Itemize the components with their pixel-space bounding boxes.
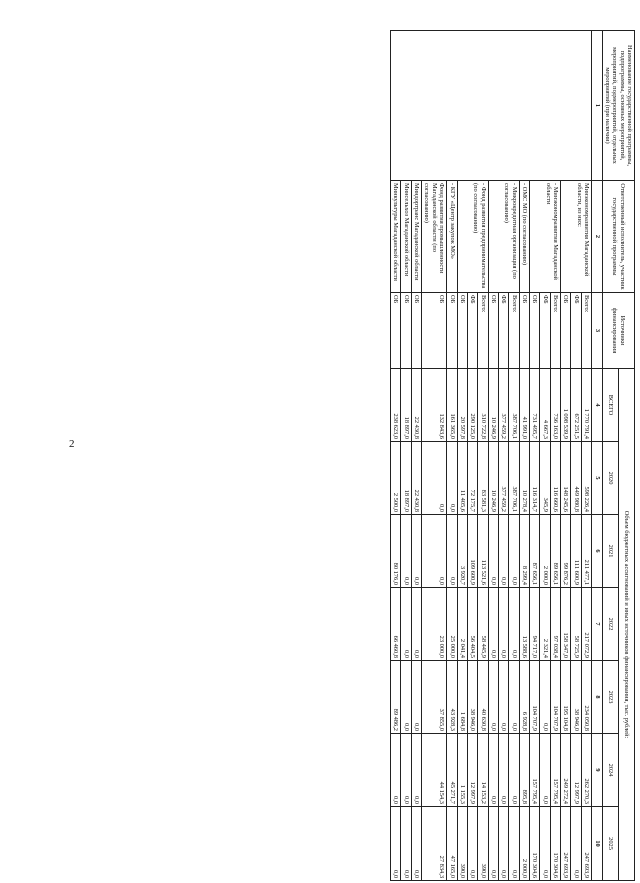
year-value-cell: 0,0 bbox=[447, 442, 457, 515]
year-value-cell: 99 876,2 bbox=[561, 515, 571, 588]
year-value-cell: 247 693,9 bbox=[581, 807, 591, 881]
header-year: 2020 bbox=[602, 442, 618, 515]
page-number: 2 bbox=[69, 438, 75, 450]
total-value-cell: 387 706,1 bbox=[509, 369, 519, 442]
header-funding-source: Источники финансирования bbox=[602, 293, 634, 369]
year-value-cell: 66 460,8 bbox=[391, 588, 401, 661]
year-value-cell: 80 176,0 bbox=[391, 515, 401, 588]
year-value-cell: 58 725,9 bbox=[571, 588, 581, 661]
year-value-cell: 45 271,7 bbox=[447, 734, 457, 807]
year-value-cell: 377 459,2 bbox=[498, 442, 508, 515]
year-value-cell: 58 445,9 bbox=[478, 588, 488, 661]
year-value-cell: 0,0 bbox=[498, 734, 508, 807]
table-body bbox=[391, 31, 592, 881]
year-value-cell: 104 707,9 bbox=[530, 661, 540, 734]
year-value-cell: 1 155,3 bbox=[457, 734, 467, 807]
year-value-cell: 157 795,4 bbox=[550, 734, 560, 807]
year-value-cell: 157 795,4 bbox=[530, 734, 540, 807]
funding-source-cell: Всего: bbox=[509, 293, 519, 369]
executor-cell: - Микрокредитная организация (по согласованию) bbox=[488, 181, 519, 293]
executor-cell: - Фонд развития предпринимательства (по согласованию) bbox=[457, 181, 488, 293]
executor-cell: Фонд развития промышленности Магаданской области (по согласованию) bbox=[422, 181, 447, 293]
year-value-cell: 12 997,9 bbox=[467, 734, 477, 807]
year-value-cell: 217 072,9 bbox=[581, 588, 591, 661]
total-value-cell: 18 897,0 bbox=[401, 369, 411, 442]
column-index: 8 bbox=[592, 661, 602, 734]
year-value-cell: 0,0 bbox=[488, 734, 498, 807]
year-value-cell: 116 314,7 bbox=[530, 442, 540, 515]
column-index: 4 bbox=[592, 369, 602, 442]
year-value-cell: 2 321,4 bbox=[540, 588, 550, 661]
total-value-cell: 10 246,9 bbox=[488, 369, 498, 442]
year-value-cell: 0,0 bbox=[488, 588, 498, 661]
year-value-cell: 0,0 bbox=[422, 515, 447, 588]
header-year: 2022 bbox=[602, 588, 618, 661]
header-total: ВСЕГО bbox=[602, 369, 618, 442]
year-value-cell: 113 521,6 bbox=[478, 515, 488, 588]
year-value-cell: 14 153,2 bbox=[478, 734, 488, 807]
year-value-cell: 10 246,9 bbox=[488, 442, 498, 515]
total-value-cell: 736 163,0 bbox=[550, 369, 560, 442]
year-value-cell: 262 270,3 bbox=[581, 734, 591, 807]
funding-source-cell: ФБ bbox=[467, 293, 477, 369]
year-value-cell: 0,0 bbox=[411, 807, 421, 881]
year-value-cell: 170 304,6 bbox=[550, 807, 560, 881]
year-value-cell: 0,0 bbox=[498, 515, 508, 588]
year-value-cell: 0,0 bbox=[401, 807, 411, 881]
year-value-cell: 0,0 bbox=[509, 661, 519, 734]
year-value-cell: 40 630,8 bbox=[478, 661, 488, 734]
year-value-cell: 0,0 bbox=[540, 734, 550, 807]
year-value-cell: 6 928,8 bbox=[519, 661, 529, 734]
total-value-cell: 238 623,0 bbox=[391, 369, 401, 442]
year-value-cell: 37 855,0 bbox=[422, 661, 447, 734]
header-program-name: Наименование государственной программы, подпрограммы, основных мероприятий, мероприятий, подмероприятий, отдельных мероприятий (при наличии) bbox=[602, 31, 634, 181]
year-value-cell: 83 581,3 bbox=[478, 442, 488, 515]
funding-source-cell: ОБ bbox=[447, 293, 457, 369]
column-index: 5 bbox=[592, 442, 602, 515]
year-value-cell: 3 920,7 bbox=[457, 515, 467, 588]
total-value-cell: 4 667,3 bbox=[540, 369, 550, 442]
funding-source-cell: ФБ bbox=[498, 293, 508, 369]
year-value-cell: 13 588,6 bbox=[519, 588, 529, 661]
year-value-cell: 0,0 bbox=[509, 588, 519, 661]
year-value-cell: 234 050,8 bbox=[581, 661, 591, 734]
funding-source-cell: ОБ bbox=[561, 293, 571, 369]
year-value-cell: 390,0 bbox=[457, 807, 467, 881]
funding-source-cell: ОБ bbox=[422, 293, 447, 369]
year-value-cell: 0,0 bbox=[488, 807, 498, 881]
year-value-cell: 0,0 bbox=[509, 515, 519, 588]
year-value-cell: 116 660,6 bbox=[550, 442, 560, 515]
funding-source-cell: Всего: bbox=[478, 293, 488, 369]
year-value-cell: 2 500,0 bbox=[391, 442, 401, 515]
funding-source-cell: ОБ bbox=[519, 293, 529, 369]
year-value-cell: 11 405,6 bbox=[457, 442, 467, 515]
year-value-cell: 0,0 bbox=[540, 661, 550, 734]
header-year: 2024 bbox=[602, 734, 618, 807]
column-index-row bbox=[592, 31, 602, 881]
total-value-cell: 310 722,8 bbox=[478, 369, 488, 442]
year-value-cell: 598 226,4 bbox=[581, 442, 591, 515]
year-value-cell: 22 430,8 bbox=[411, 442, 421, 515]
funding-source-cell: ОБ bbox=[411, 293, 421, 369]
year-value-cell: 0,0 bbox=[411, 515, 421, 588]
year-value-cell: 1 684,8 bbox=[457, 661, 467, 734]
year-value-cell: 387 706,1 bbox=[509, 442, 519, 515]
year-value-cell: 94 717,0 bbox=[530, 588, 540, 661]
executor-cell: Минэкономразвития Магаданской области, из них: bbox=[561, 181, 592, 293]
year-value-cell: 0,0 bbox=[401, 734, 411, 807]
year-value-cell: 0,0 bbox=[447, 515, 457, 588]
column-index: 3 bbox=[592, 293, 602, 369]
funding-source-cell: Всего: bbox=[550, 293, 560, 369]
year-value-cell: 0,0 bbox=[401, 588, 411, 661]
column-index: 9 bbox=[592, 734, 602, 807]
funding-source-cell: Всего: bbox=[581, 293, 591, 369]
year-value-cell: 0,0 bbox=[391, 734, 401, 807]
funding-source-cell: ОБ bbox=[457, 293, 467, 369]
year-value-cell: 0,0 bbox=[509, 807, 519, 881]
column-index: 6 bbox=[592, 515, 602, 588]
funding-source-cell: ОБ bbox=[530, 293, 540, 369]
year-value-cell: 97 038,4 bbox=[550, 588, 560, 661]
year-value-cell: 10 278,4 bbox=[519, 442, 529, 515]
year-value-cell: 23 000,0 bbox=[422, 588, 447, 661]
year-value-cell: 44 154,3 bbox=[422, 734, 447, 807]
year-value-cell: 158 347,0 bbox=[561, 588, 571, 661]
year-value-cell: 0,0 bbox=[509, 734, 519, 807]
year-value-cell: 0,0 bbox=[467, 807, 477, 881]
total-value-cell: 1 098 539,9 bbox=[561, 369, 571, 442]
year-value-cell: 0,0 bbox=[498, 807, 508, 881]
year-value-cell: 0,0 bbox=[411, 588, 421, 661]
year-value-cell: 195 104,8 bbox=[561, 661, 571, 734]
total-value-cell: 20 597,8 bbox=[457, 369, 467, 442]
year-value-cell: 0,0 bbox=[422, 442, 447, 515]
year-value-cell: 18 897,0 bbox=[401, 442, 411, 515]
funding-source-cell: ФБ bbox=[571, 293, 581, 369]
year-value-cell: 43 928,3 bbox=[447, 661, 457, 734]
year-value-cell: 109 600,9 bbox=[467, 515, 477, 588]
executor-cell: Миндортранс Магаданской области bbox=[411, 181, 421, 293]
header-funding-volume: Объем бюджетных ассигнований и иных источников финансирования, тыс. рублей: bbox=[618, 369, 634, 881]
year-value-cell: 0,0 bbox=[498, 588, 508, 661]
table-header bbox=[592, 31, 635, 881]
year-value-cell: 0,0 bbox=[540, 807, 550, 881]
year-value-cell: 25 000,0 bbox=[447, 588, 457, 661]
year-value-cell: 27 834,3 bbox=[422, 807, 447, 881]
column-index: 7 bbox=[592, 588, 602, 661]
year-value-cell: 0,0 bbox=[488, 661, 498, 734]
year-value-cell: 38 946,0 bbox=[571, 661, 581, 734]
year-value-cell: 345,9 bbox=[540, 442, 550, 515]
year-value-cell: 249 272,4 bbox=[561, 734, 571, 807]
total-value-cell: 22 430,8 bbox=[411, 369, 421, 442]
year-value-cell: 211 477,1 bbox=[581, 515, 591, 588]
total-value-cell: 731 495,7 bbox=[530, 369, 540, 442]
year-value-cell: 104 707,9 bbox=[550, 661, 560, 734]
year-value-cell: 895,8 bbox=[519, 734, 529, 807]
year-value-cell: 12 997,9 bbox=[571, 734, 581, 807]
executor-cell: - Минэкономразвития Магаданской области bbox=[530, 181, 561, 293]
header-executor: Ответственный исполнитель, участник государственной программы bbox=[602, 181, 634, 293]
header-year: 2023 bbox=[602, 661, 618, 734]
total-value-cell: 377 459,2 bbox=[498, 369, 508, 442]
table-row bbox=[581, 31, 591, 881]
column-index: 10 bbox=[592, 807, 602, 881]
year-value-cell: 47 165,0 bbox=[447, 807, 457, 881]
total-value-cell: 1 770 791,4 bbox=[581, 369, 591, 442]
year-value-cell: 38 946,0 bbox=[467, 661, 477, 734]
year-value-cell: 0,0 bbox=[411, 734, 421, 807]
year-value-cell: 89 656,1 bbox=[550, 515, 560, 588]
executor-cell: Минкультуры Магаданской области bbox=[391, 181, 401, 293]
executor-cell: - КГУ «Центр закупок МО» bbox=[447, 181, 457, 293]
funding-source-cell: ОБ bbox=[401, 293, 411, 369]
total-value-cell: 290 125,0 bbox=[467, 369, 477, 442]
year-value-cell: 170 304,6 bbox=[530, 807, 540, 881]
year-value-cell: 72 175,7 bbox=[467, 442, 477, 515]
executor-cell: - ОМС МО (по согласованию) bbox=[519, 181, 529, 293]
year-value-cell: 0,0 bbox=[498, 661, 508, 734]
year-value-cell: 449 980,8 bbox=[571, 442, 581, 515]
funding-source-cell: ОБ bbox=[391, 293, 401, 369]
executor-cell: Минсельхоз Магаданской области bbox=[401, 181, 411, 293]
year-value-cell: 56 404,5 bbox=[467, 588, 477, 661]
year-value-cell: 0,0 bbox=[411, 661, 421, 734]
total-value-cell: 132 843,6 bbox=[422, 369, 447, 442]
total-value-cell: 672 251,5 bbox=[571, 369, 581, 442]
funding-source-cell: ОБ bbox=[488, 293, 498, 369]
column-index: 2 bbox=[592, 181, 602, 293]
rotated-page-content bbox=[390, 30, 635, 880]
year-value-cell: 0,0 bbox=[571, 807, 581, 881]
year-value-cell: 89 486,2 bbox=[391, 661, 401, 734]
year-value-cell: 247 693,9 bbox=[561, 807, 571, 881]
total-value-cell: 161 365,0 bbox=[447, 369, 457, 442]
year-value-cell: 148 245,6 bbox=[561, 442, 571, 515]
year-value-cell: 2 041,4 bbox=[457, 588, 467, 661]
year-value-cell: 390,0 bbox=[478, 807, 488, 881]
year-value-cell: 0,0 bbox=[391, 807, 401, 881]
header-year: 2025 bbox=[602, 807, 618, 881]
year-value-cell: 2 000,0 bbox=[540, 515, 550, 588]
header-year: 2021 bbox=[602, 515, 618, 588]
year-value-cell: 8 299,4 bbox=[519, 515, 529, 588]
funding-table bbox=[390, 30, 635, 881]
year-value-cell: 0,0 bbox=[401, 661, 411, 734]
year-value-cell: 111 600,9 bbox=[571, 515, 581, 588]
year-value-cell: 2 000,0 bbox=[519, 807, 529, 881]
column-index: 1 bbox=[592, 31, 602, 181]
program-name-cell bbox=[391, 31, 592, 181]
year-value-cell: 0,0 bbox=[488, 515, 498, 588]
year-value-cell: 0,0 bbox=[401, 515, 411, 588]
year-value-cell: 87 656,1 bbox=[530, 515, 540, 588]
total-value-cell: 41 991,0 bbox=[519, 369, 529, 442]
funding-source-cell: ФБ bbox=[540, 293, 550, 369]
